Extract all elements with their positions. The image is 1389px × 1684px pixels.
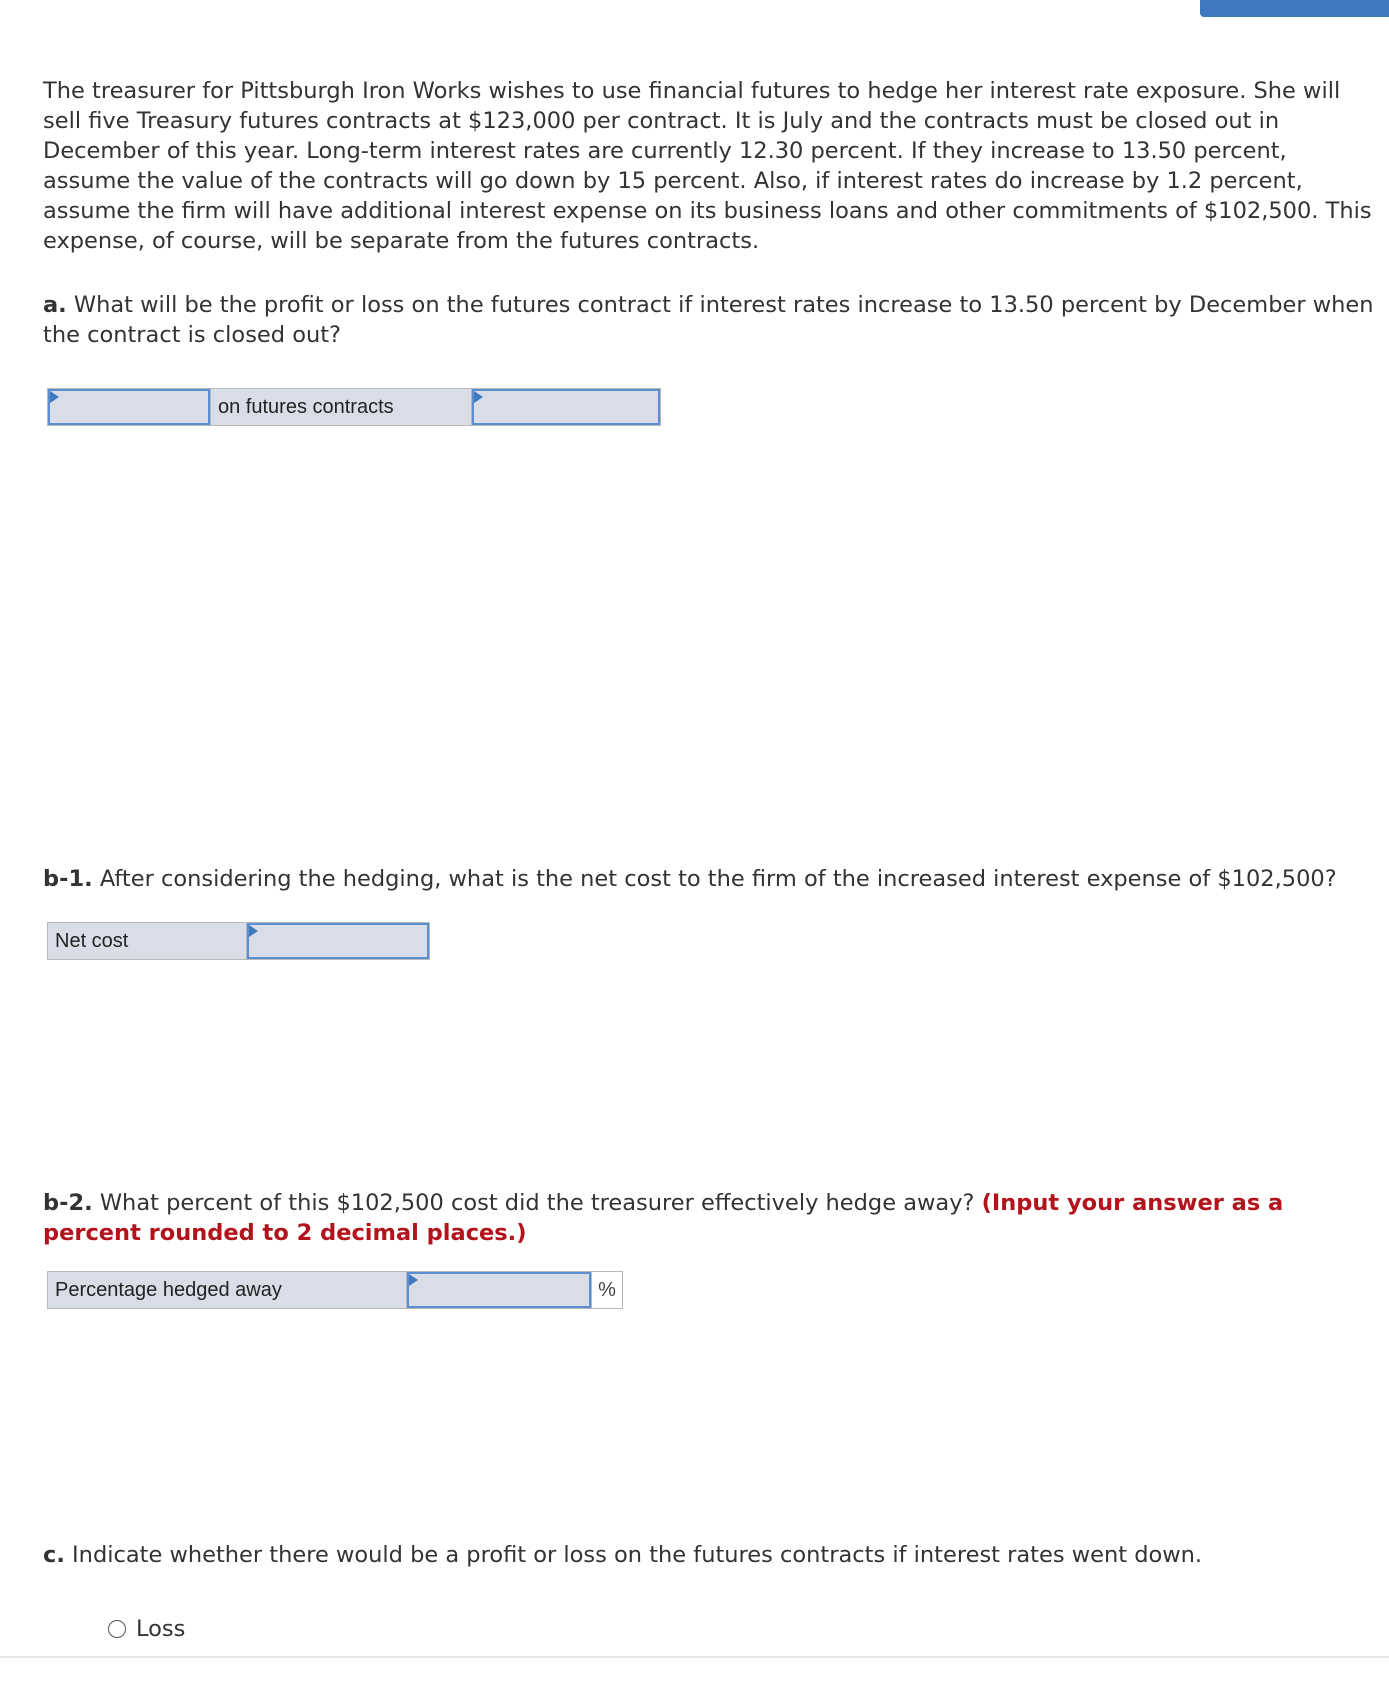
profit-loss-select-wrap bbox=[48, 389, 210, 425]
question-a-text: What will be the profit or loss on the futures contract if interest rates increase to 13.50 percent by December when the contract is closed out? bbox=[43, 292, 1374, 348]
question-a-label: a. bbox=[43, 292, 67, 318]
percentage-input-wrap bbox=[407, 1272, 591, 1308]
question-b2 bbox=[43, 1188, 1383, 1248]
answer-row-b1 bbox=[47, 922, 430, 960]
percentage-hedged-input[interactable] bbox=[407, 1272, 591, 1308]
question-b2-label: b-2. bbox=[43, 1190, 93, 1216]
question-b2-text: What percent of this $102,500 cost did the treasurer effectively hedge away? bbox=[99, 1190, 975, 1216]
radio-option-loss[interactable] bbox=[108, 1616, 185, 1642]
radio-circle-icon[interactable] bbox=[108, 1620, 126, 1638]
percent-unit: % bbox=[591, 1272, 622, 1308]
question-b1-label: b-1. bbox=[43, 866, 93, 892]
question-b2-instruction: (Input your answer as a percent rounded to 2 decimal places.) bbox=[43, 1190, 1284, 1246]
net-cost-input[interactable] bbox=[247, 923, 429, 959]
question-a bbox=[43, 290, 1383, 350]
answer-row-a bbox=[47, 388, 661, 426]
answer-a-input-wrap bbox=[472, 389, 660, 425]
net-cost-label: Net cost bbox=[48, 923, 247, 959]
answer-a-label: on futures contracts bbox=[210, 389, 472, 425]
problem-statement: The treasurer for Pittsburgh Iron Works wishes to use financial futures to hedge her interest rate exposure. She will sell five Treasury futures contracts at $123,000 per contract. It is July and the contracts must be closed out in December of this year. Long-term interest rates are currently 12.30 percent. If they increase to 13.50 percent, assume the value of the contracts will go down by 15 percent. Also, if interest rates do increase by 1.2 percent, assume the firm will have additional interest expense on its business loans and other commitments of $102,500. This expense, of course, will be separate from the futures contracts. bbox=[43, 78, 1372, 254]
top-right-tab-button[interactable] bbox=[1200, 0, 1389, 17]
question-c bbox=[43, 1540, 1383, 1570]
question-b1-text: After considering the hedging, what is the net cost to the firm of the increased interest expense of $102,500? bbox=[99, 866, 1337, 892]
radio-option-loss-label: Loss bbox=[136, 1616, 186, 1642]
bottom-divider bbox=[0, 1656, 1389, 1658]
percentage-hedged-label: Percentage hedged away bbox=[48, 1272, 407, 1308]
answer-row-b2 bbox=[47, 1271, 623, 1309]
question-c-label: c. bbox=[43, 1542, 65, 1568]
question-b1 bbox=[43, 864, 1383, 894]
net-cost-input-wrap bbox=[247, 923, 429, 959]
profit-loss-select[interactable] bbox=[48, 389, 210, 425]
question-c-text: Indicate whether there would be a profit or loss on the futures contracts if interest rates went down. bbox=[72, 1542, 1203, 1568]
futures-amount-input[interactable] bbox=[472, 389, 660, 425]
